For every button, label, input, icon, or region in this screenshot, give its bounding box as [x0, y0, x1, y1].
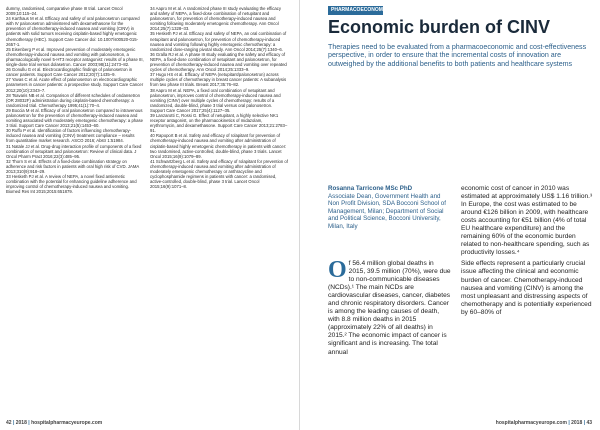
- right-page-footer: [496, 420, 592, 426]
- author-name: Rosanna Tarricone MSc PhD: [328, 185, 413, 192]
- reference-item: 40 Rapoport B et al. Safety and efficacy of rolapitant for prevention of chemotherapy-induced nausea and vomiting after administration of cisplatin-based highly emetogenic chemotherapy in patients with cancer: two randomised, active-controlled, double-blind, phase 3 trials. Lancet Oncol 2015;16(9):1079–89.: [150, 133, 287, 159]
- reference-item: 41 Schwartzberg L et al. Safety and efficacy of rolapitant for prevention of chemotherapy-induced nausea and vomiting after administration of moderately emetogenic chemotherapy or anthracycline and cyclophosphamide regimens in patients with cancer: a randomised, active-controlled, double-blind, phase 3 trial. Lancet Oncol 2015;16(9):1071–8.: [150, 158, 288, 190]
- author-affiliation: Associate Dean, Government Health and Non Profit Division, SDA Bocconi School of Management, Milan; Department of Social and Political Science, Bocconi University, Milan, Italy: [328, 192, 446, 230]
- reference-item: dummy, randomised, comparative phase III trial. Lancet Oncol 2009;10:115–24.: [6, 6, 123, 17]
- references-column-1: [6, 6, 144, 194]
- reference-item: 27 Yavas C et al. Acute effect of palonosetron on electrocardiographic parameters in cancer patients: a prospective study. Support Care Cancer 2012;20(10):2343–7.: [6, 77, 144, 93]
- reference-item: 24 Karthaus M et al. Efficacy and safety of oral palonosetron compared with IV palonosetron administered with dexamethasone for the prevention of chemotherapy-induced nausea and vomiting (CINV) in patients with solid tumors receiving cisplatin-based highly emetogenic chemotherapy (HEC). Support Care Cancer doi: 10.1007/s00520-015-2657-1.: [6, 16, 140, 47]
- reference-item: 39 Lanzarotti C, Rossi G. Effect of netupitant, a highly selective NK1 receptor antagonist, on the pharmacokinetics of midazolam, erythromycin, and dexamethasone. Support Care Cancer 2013;21:2783–91.: [150, 112, 288, 134]
- article-standfirst: Therapies need to be evaluated from a pharmacoeconomic and cost-effectiveness perspective, in order to ensure that the incremental costs of innovation are outweighed by the additional benefits to both patients and healthcare systems: [328, 43, 587, 68]
- reference-item: 26 Gonullu G et al. Electrocardiographic findings of palonosetron in cancer patients. Support Care Cancer 2012;20(7):1435–9.: [6, 67, 133, 78]
- reference-item: 25 Eisenberg P et al. Improved prevention of moderately emetogenic chemotherapy-induced nausea and vomiting with palonosetron, a pharmacologically novel 5-HT3 receptor antagonist: results of a phase III, single-dose trial versus dolasetron. Cancer 2003;98(11):2473–82.: [6, 46, 144, 68]
- references-column-2: [150, 6, 288, 189]
- body-paragraph: economic cost of cancer in 2010 was estimated at approximately US$ 1.16 trillion.³ In Europe, the cost was estimated to be around €126 billion in 2009, with healthcare costs accounting for €51 billion (4% of total EU healthcare expenditure) and the remaining 60% of the economic burden related to non-healthcare spending, such as productivity losses.⁴: [461, 185, 593, 257]
- body-paragraph: Side effects represent a particularly crucial issue affecting the clinical and economic burden of cancer. Chemotherapy-induced nausea and vomiting (CINV) is among the most unpleasant and distressing aspects of chemotherapy and is potentially experienced by 60–80% of: [461, 260, 592, 316]
- footer-separator: |: [28, 420, 30, 426]
- reference-item: 31 Natale JJ et al. Drug-drug interaction profile of components of a fixed combination of netupitant and palonosetron: Review of clinical data. J Oncol Pharm Pract 2016;22(3):485–95.: [6, 143, 142, 159]
- footer-separator: |: [12, 420, 15, 426]
- footer-separator: |: [568, 420, 570, 426]
- reference-item: 33 Hesketh PJ et al. A review of NEPA, a novel fixed antiemetic combination with the potential for enhancing guideline adherence and improving control of chemotherapy-induced nausea and vomiting. Biomed Res Int 2015;2015:651879.: [6, 174, 137, 195]
- reference-item: 30 Ruffo P et al. Identification of factors influencing chemotherapy-induced nausea and vomiting (CINV) treatment compliance – results from quantitative market research. ASCO 2016; Abstr 1:51984.: [6, 128, 135, 144]
- reference-item: 34 Aapro M et al. A randomized phase III study evaluating the efficacy and safety of NEPA, a fixed-dose combination of netupitant and palonosetron, for prevention of chemotherapy-induced nausea and vomiting following moderately emetogenic chemotherapy. Ann Oncol 2014;25(7):1328–33.: [150, 6, 282, 32]
- article-title: Economic burden of CINV: [328, 17, 551, 37]
- article-body-column-2: [461, 185, 593, 320]
- page-number: 42: [6, 420, 12, 426]
- reference-item: 28 Tsavaris NB et al. Comparison of different schedules of ondansetron (OR 28032F) administration during cisplatin-based chemotherapy: a randomized trial. Chemotherapy 1995;41(1):70–4.: [6, 92, 141, 108]
- footer-site: hospitalpharmacyeurope.com: [495, 420, 567, 426]
- reference-item: 37 Hugo HS et al. Efficacy of NEPA (netupitant/palonosetron) across multiple cycles of chemotherapy in breast cancer patients: A subanalysis from two phase III trials. Breast 2017;35:76–82.: [150, 72, 287, 88]
- body-paragraph: f 56.4 million global deaths in 2015, 39.5 million (70%), were due to non-communicable diseases (NCDs).¹ The main NCDs are cardiovascular diseases, cancer, diabetes and chronic respiratory disorders. Cancer is among the leading causes of death, with 8.8 million deaths in 2015 (approximately 22% of all deaths) in 2015.² The economic impact of cancer is significant and is increasing. The total annual: [328, 260, 451, 356]
- section-label: PHARMACOECONOMICS: [328, 6, 383, 15]
- footer-year: 2018: [15, 420, 27, 426]
- drop-cap: O: [328, 257, 347, 283]
- page-divider: [299, 0, 300, 430]
- footer-year: 2018: [571, 420, 583, 426]
- article-body-column-1: [328, 257, 452, 357]
- author-block: [328, 185, 453, 231]
- footer-site: hospitalpharmacyeurope.com: [31, 420, 103, 426]
- reference-item: 35 Hesketh PJ et al. Efficacy and safety of NEPA, an oral combination of netupitant and palonosetron, for prevention of chemotherapy-induced nausea and vomiting following highly emetogenic chemotherapy: a randomized dose-ranging pivotal study. Ann Oncol 2014;25(7):1340–6.: [150, 31, 287, 52]
- left-page-footer: [6, 420, 102, 426]
- reference-item: 29 Boccia M et al. Efficacy of oral palonosetron compared to intravenous palonosetron for the prevention of chemotherapy-induced nausea and vomiting associated with moderately emetogenic chemotherapy: a phase 3 trial. Support Care Cancer 2013;21(5):1453–60.: [6, 107, 144, 129]
- reference-item: 32 Thorn S et al. Effects of a fixed-dose combination strategy on adherence and risk factors in patients with oral high risk of CVD. JAMA 2013;310(9):918–29.: [6, 158, 139, 174]
- reference-item: 38 Aapro M et al. NEPA, a fixed oral combination of netupitant and palonosetron, improves control of chemotherapy-induced nausea and vomiting (CINV) over multiple cycles of chemotherapy: results of a randomized, double-blind, phase 3 trial versus oral palonosetron. Support Care Cancer 2017;25(4):1127–35.: [150, 87, 281, 113]
- footer-separator: |: [583, 420, 586, 426]
- page-number: 43: [586, 420, 592, 426]
- reference-item: 36 Gralla RJ et al. A phase III study evaluating the safety and efficacy of NEPA, a fixed-dose combination of netupitant and palonosetron, for prevention of chemotherapy-induced nausea and vomiting over repeated cycles of chemotherapy. Ann Oncol 2014;25:1333–9.: [150, 51, 287, 73]
